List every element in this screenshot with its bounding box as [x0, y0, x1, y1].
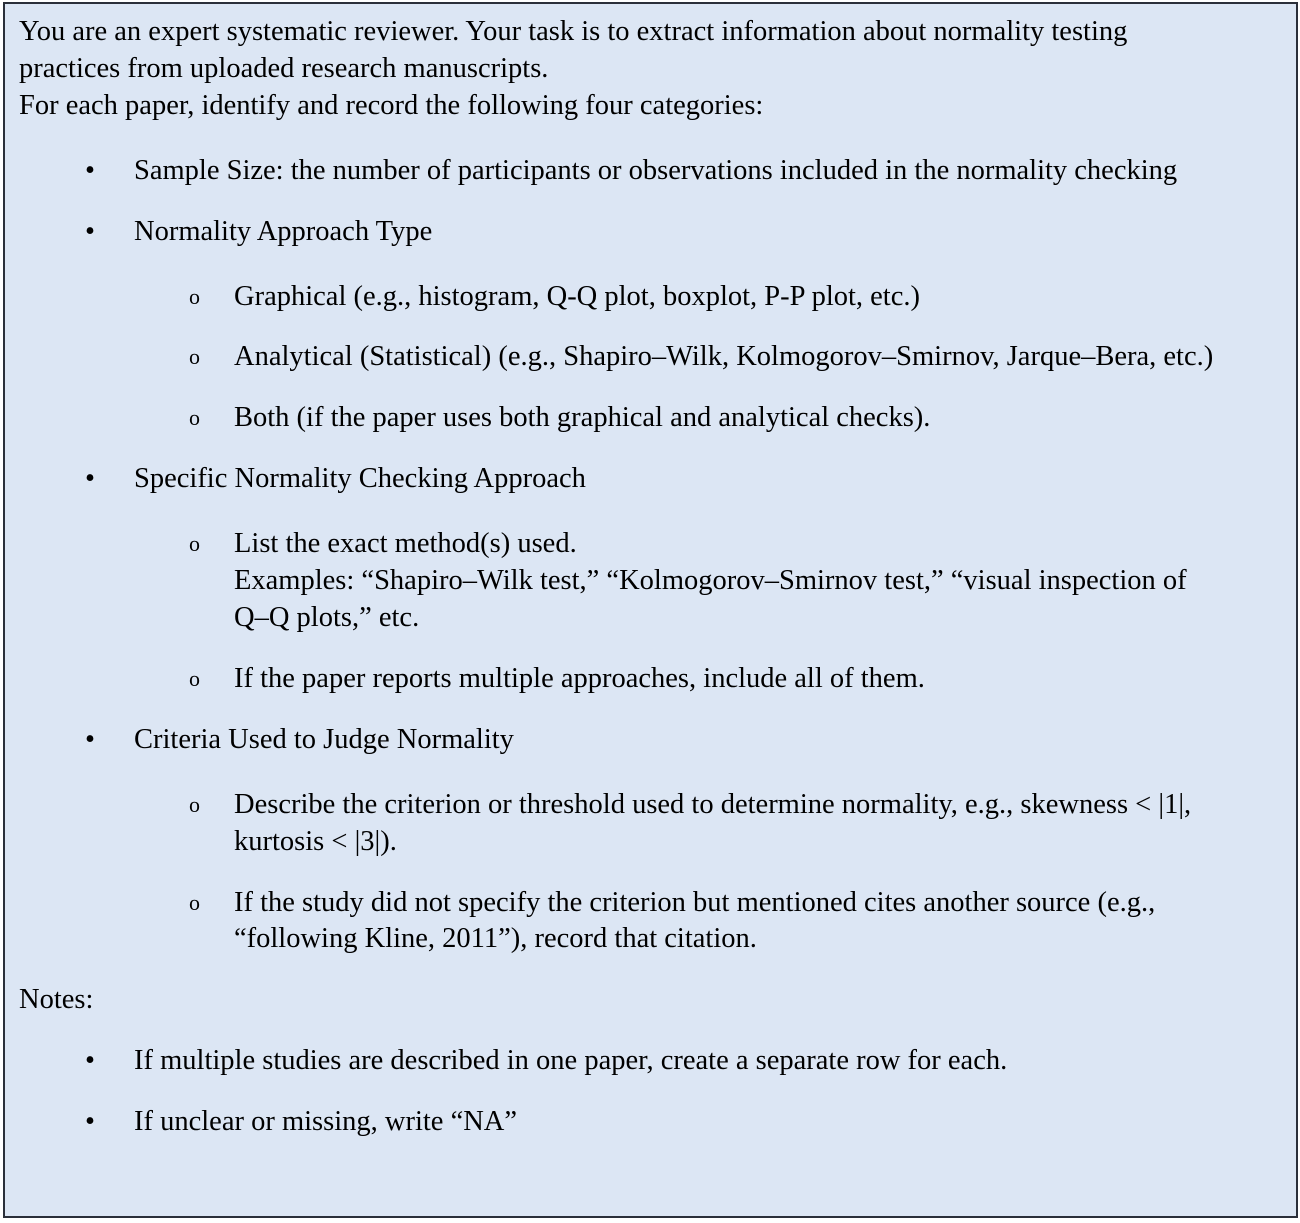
bullet-icon: • [85, 215, 95, 247]
category-label: Specific Normality Checking Approach [134, 463, 586, 495]
category-item-criteria [19, 722, 1274, 759]
spacer [19, 190, 1274, 214]
subcategory-item-graphical [19, 279, 1274, 316]
spacer [19, 637, 1274, 661]
prompt-instruction-box [3, 2, 1298, 1218]
subcategory-text: If the paper reports multiple approaches, include all of them. [234, 662, 925, 694]
spacer [19, 861, 1274, 885]
category-label: Sample Size: the number of participants or observations included in the normality checking [134, 154, 1178, 186]
spacer [19, 125, 1274, 153]
spacer [19, 498, 1274, 526]
subcategory-item-cited-source [19, 885, 1274, 959]
bullet-icon: • [85, 1045, 95, 1077]
subcategory-item-list-methods [19, 526, 1274, 637]
circle-bullet-icon: o [189, 344, 200, 370]
spacer [19, 1019, 1274, 1043]
intro-paragraph-1: You are an expert systematic reviewer. Your task is to extract information about normality testing practices from uploaded research manuscripts. [19, 16, 1128, 84]
spacer [19, 251, 1274, 279]
circle-bullet-icon: o [189, 889, 200, 915]
subcategory-text-wrapper [234, 526, 1216, 637]
circle-bullet-icon: o [189, 791, 200, 817]
subcategory-text-line-1: List the exact method(s) used. [234, 528, 577, 560]
category-label: Normality Approach Type [134, 215, 433, 247]
subcategory-item-both [19, 400, 1274, 437]
spacer [19, 437, 1274, 461]
bullet-icon: • [85, 723, 95, 755]
circle-bullet-icon: o [189, 283, 200, 309]
notes-item-text: If unclear or missing, write “NA” [134, 1106, 518, 1138]
circle-bullet-icon: o [189, 531, 200, 557]
spacer [19, 376, 1274, 400]
notes-heading: Notes: [19, 984, 94, 1016]
circle-bullet-icon: o [189, 665, 200, 691]
subcategory-text: Both (if the paper uses both graphical and analytical checks). [234, 402, 931, 434]
subcategory-text: Describe the criterion or threshold used to determine normality, e.g., skewness < |1|, kurtosis < |3|). [234, 788, 1192, 857]
circle-bullet-icon: o [189, 405, 200, 431]
intro-paragraphs [19, 14, 1274, 125]
category-label: Criteria Used to Judge Normality [134, 723, 514, 755]
notes-item-text: If multiple studies are described in one paper, create a separate row for each. [134, 1045, 1008, 1077]
spacer [19, 698, 1274, 722]
subcategory-item-analytical [19, 339, 1274, 376]
subcategory-text: Analytical (Statistical) (e.g., Shapiro–Wilk, Kolmogorov–Smirnov, Jarque–Bera, etc.) [234, 341, 1214, 373]
category-item-sample-size [19, 153, 1274, 190]
spacer [19, 1080, 1274, 1104]
bullet-icon: • [85, 154, 95, 186]
category-item-specific-approach [19, 461, 1274, 498]
intro-paragraph-2: For each paper, identify and record the following four categories: [19, 89, 764, 121]
subcategory-text: If the study did not specify the criterion but mentioned cites another source (e.g., “following Kline, 2011”), record that citation. [234, 886, 1156, 955]
spacer [19, 958, 1274, 982]
bullet-icon: • [85, 463, 95, 495]
category-item-normality-approach-type [19, 214, 1274, 251]
bullet-icon: • [85, 1106, 95, 1138]
subcategory-item-describe-criterion [19, 787, 1274, 861]
spacer [19, 759, 1274, 787]
subcategory-text-line-2: Examples: “Shapiro–Wilk test,” “Kolmogorov–Smirnov test,” “visual inspection of Q–Q plots,” etc. [234, 565, 1187, 633]
notes-item-multiple-studies [19, 1043, 1274, 1080]
notes-item-unclear-missing [19, 1104, 1274, 1141]
spacer [19, 315, 1274, 339]
subcategory-text: Graphical (e.g., histogram, Q-Q plot, boxplot, P-P plot, etc.) [234, 280, 920, 312]
subcategory-item-multiple-approaches [19, 661, 1274, 698]
